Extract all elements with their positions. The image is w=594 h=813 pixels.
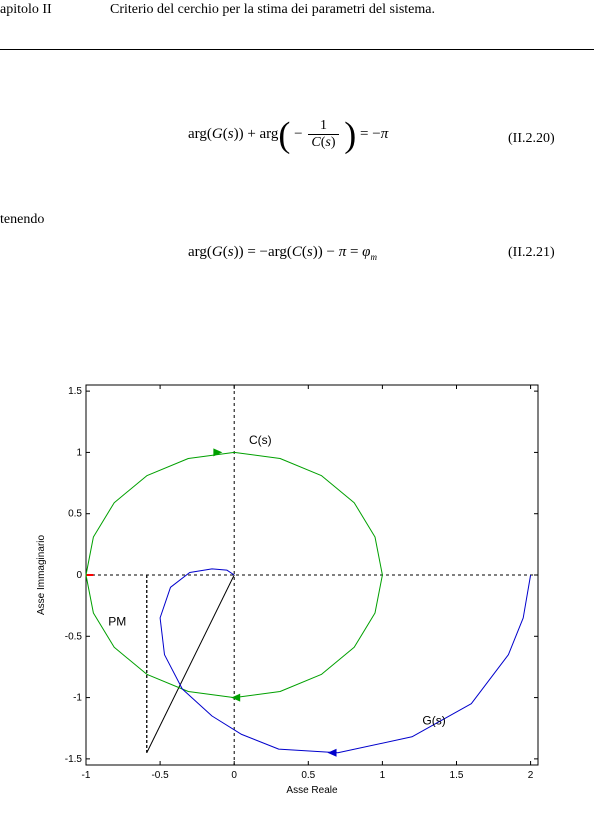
x-tick-label: 0.5 — [301, 770, 316, 781]
direction-arrow-cs — [213, 448, 222, 456]
direction-arrow-gs — [328, 749, 337, 757]
y-tick-label: 0 — [76, 570, 82, 581]
equation-ii-2-20: arg(G(s)) + arg( − $\frac{1}{C(s)}$ ) = −π — [188, 114, 389, 155]
annotation-gs: G(s) — [422, 713, 446, 728]
header-rule — [0, 49, 594, 50]
y-tick-label: -1.5 — [64, 753, 82, 765]
chapter-label: apitolo II — [0, 2, 52, 17]
radius-line — [147, 575, 234, 753]
y-tick-label: 1 — [76, 447, 82, 459]
nyquist-plot — [0, 380, 594, 800]
equation-ii-2-21: $arg(G(s)) = -arg(C(s)) - \pi = \varphi_m$ — [188, 244, 377, 262]
x-tick-label: 1 — [379, 770, 386, 781]
annotation-cs: C(s) — [249, 432, 272, 447]
equation-number-20: (II.2.20) — [508, 131, 555, 146]
x-tick-label: 0 — [231, 770, 237, 781]
x-tick-label: -0.5 — [151, 770, 169, 781]
equation-number-21: (II.2.21) — [508, 245, 555, 260]
y-tick-label: 1.5 — [68, 386, 82, 398]
x-tick-label: -1 — [81, 770, 91, 781]
annotation-pm: PM — [108, 614, 127, 629]
series-gs — [160, 569, 530, 753]
chapter-title: Criterio del cerchio per la stima dei parametri del sistema. — [110, 2, 435, 17]
y-axis-label: Asse Immaginario — [36, 534, 47, 616]
direction-arrow-cs — [231, 694, 240, 702]
y-tick-label: -0.5 — [64, 631, 82, 643]
x-tick-label: 2 — [527, 770, 534, 781]
body-text: tenendo — [0, 212, 45, 227]
y-tick-label: 0.5 — [68, 508, 82, 520]
x-tick-label: 1.5 — [449, 770, 464, 781]
x-axis-label: Asse Reale — [286, 785, 338, 796]
y-tick-label: -1 — [73, 692, 82, 704]
